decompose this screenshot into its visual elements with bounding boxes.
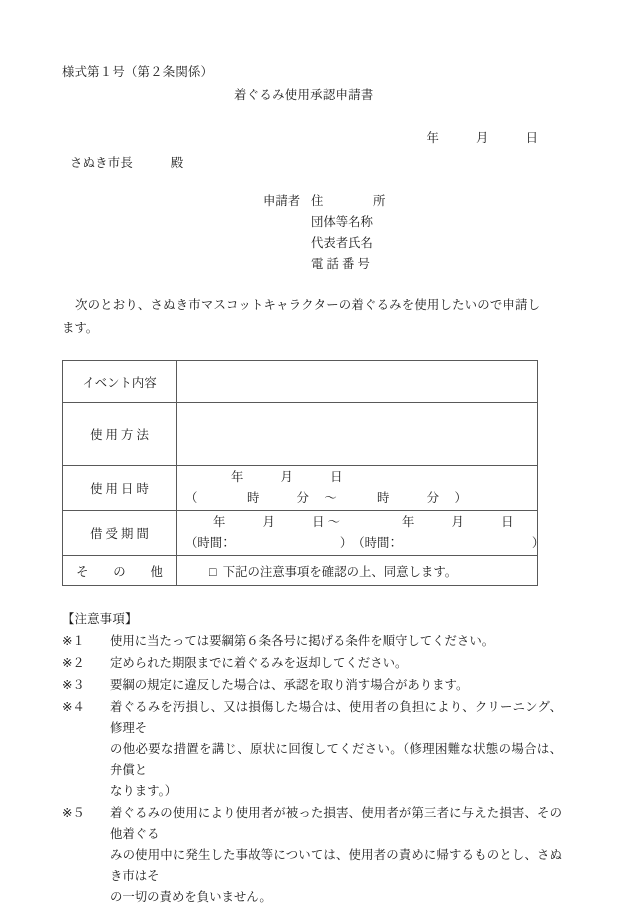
row-label-event-content: イベント内容 [63,361,177,403]
table-row-other [63,556,538,586]
note-marker: ※５ [62,806,85,820]
usage-date-line: 年 月 日 [231,470,343,484]
note-item [62,803,562,908]
note-marker: ※２ [62,656,85,670]
table-row-usage-method [63,403,538,466]
form-number: 様式第１号（第２条関係） [62,65,214,79]
table-row-lease-period [63,511,538,556]
row-value-event-content[interactable] [177,361,538,403]
applicant-field-phone: 電 話 番 号 [311,257,370,271]
application-details-table [62,360,545,586]
applicant-tag: 申請者 [263,194,301,208]
note-body [110,653,562,674]
note-line: なります。） [110,784,178,798]
addressee-line: さぬき市長 殿 [70,156,184,170]
lease-date-line: 年 月 日 ～ 年 月 日 [213,515,514,529]
applicant-field-organization: 団体等名称 [311,215,373,229]
date-field-line: 年 月 日 [426,131,538,145]
notes-section [62,609,562,909]
lead-paragraph: 次のとおり、さぬき市マスコットキャラクターの着ぐるみを使用したいので申請します。 [62,298,540,335]
note-line: の他必要な措置を講じ、原状に回復してください。（修理困難な状態の場合は、弁償と [110,742,562,777]
row-label-usage-method: 使 用 方 法 [63,403,177,466]
applicant-row [263,212,385,233]
note-line: 定められた期限までに着ぐるみを返却してください。 [110,656,408,670]
page-title: 着ぐるみ使用承認申請書 [234,88,374,102]
note-body [110,803,562,908]
lease-time-line: （時間： ） （時間： ） [185,536,545,550]
row-label-lease-period: 借 受 期 間 [63,511,177,556]
note-marker: ※１ [62,634,85,648]
note-line: 着ぐるみの使用により使用者が被った損害、使用者が第三者に与えた損害、その他着ぐる [110,806,562,841]
consent-checkbox-row[interactable] [185,562,537,580]
applicant-row [263,254,385,275]
consent-checkbox-label: 下記の注意事項を確認の上、同意します。 [222,564,458,579]
note-marker: ※４ [62,700,85,714]
note-line: 使用に当たっては要綱第６条各号に掲げる条件を順守してください。 [110,634,495,648]
note-body [110,631,562,652]
row-label-usage-datetime: 使 用 日 時 [63,466,177,511]
note-line: 着ぐるみを汚損し、又は損傷した場合は、使用者の負担により、クリーニング、修理そ [110,700,562,735]
row-value-usage-method[interactable] [177,403,538,466]
note-item [62,631,562,652]
usage-time-line: （ 時 分 ～ 時 分 ） [185,491,467,505]
note-item [62,653,562,674]
note-line: 要綱の規定に違反した場合は、承認を取り消す場合があります。 [110,678,469,692]
row-value-lease-period[interactable] [177,511,545,556]
applicant-row [263,191,385,212]
row-value-usage-datetime[interactable] [177,466,538,511]
row-label-other: そ の 他 [63,556,177,586]
applicant-field-representative: 代表者氏名 [311,236,373,250]
applicant-row [263,233,385,254]
note-body [110,697,562,802]
table-row-event-content [63,361,538,403]
note-item [62,697,562,802]
notes-title: 【注意事項】 [62,612,138,626]
table-row-usage-datetime [63,466,538,511]
checkbox-icon[interactable]: □ [209,564,217,579]
note-line: の一切の責めを負いません。 [110,890,272,904]
applicant-block [263,191,385,275]
applicant-field-address: 住 所 [311,194,386,208]
note-item [62,675,562,696]
row-value-other [177,556,538,586]
note-marker: ※３ [62,678,85,692]
note-body [110,675,562,696]
note-line: みの使用中に発生した事故等については、使用者の責めに帰するものとし、さぬき市はそ [110,848,562,883]
